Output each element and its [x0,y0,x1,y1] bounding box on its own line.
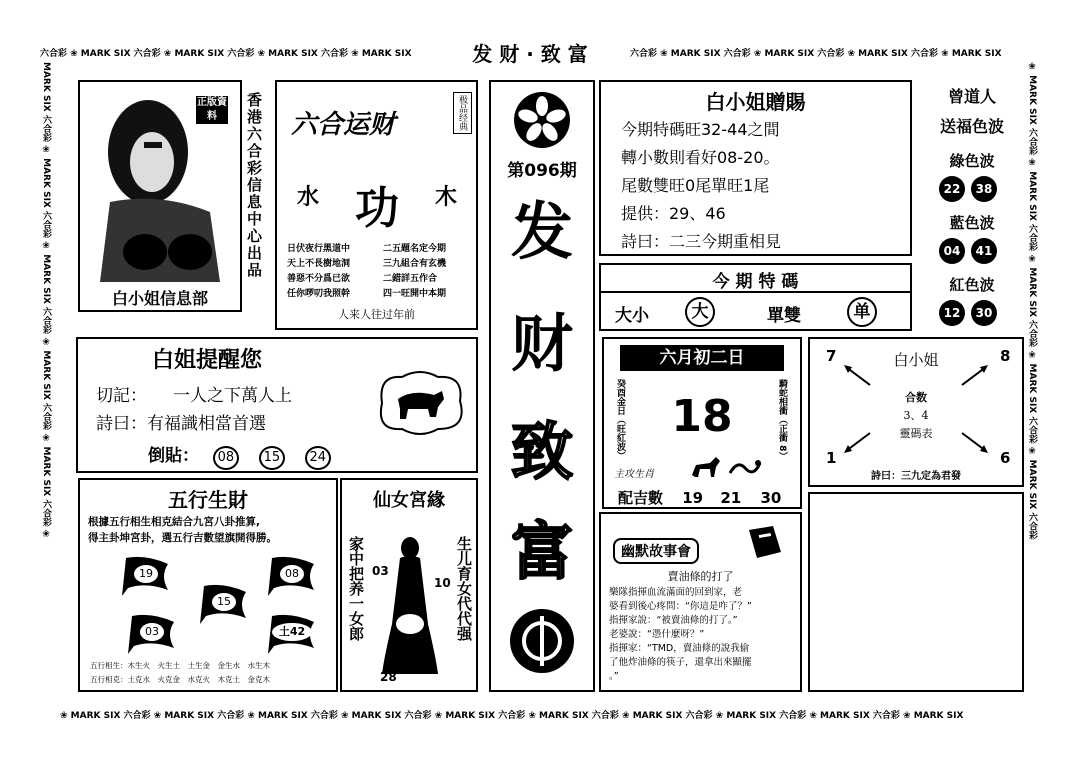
green-wave-balls [936,176,1000,202]
flag-42: 土42 [266,614,316,648]
luck-stamp: 极品经典 [453,92,472,134]
red-wave-label: 紅色波 [949,276,995,294]
wood-char: 木 [435,185,458,210]
fairy-panel [340,478,478,692]
compass-panel [808,337,1024,487]
wave-ball: 22 [939,176,965,202]
story-title: 幽默故事會 [613,538,699,564]
corner-bottom-right: 6 [1000,449,1011,467]
left-banner: MARK SIX 六合彩 ❀ MARK SIX 六合彩 ❀ MARK SIX 六合彩 ❀ MARK SIX 六合彩 ❀ MARK SIX 六合彩 ❀ [41,62,51,540]
story-line: 婆看到後心疼問：“你這是咋了？” [609,601,752,612]
luck-poem-left: 日伏夜行黑道中 天上不長樹地洞 善惡不分爲已欲 任你啰叨我照幹 [287,244,351,299]
story-line: 了他炸油條的筷子，還拿出來顯擺 [609,657,752,668]
special-panel [599,263,912,331]
gift-line: 詩曰：二三今期重相見 [621,232,782,251]
corner-top-right: 8 [1000,347,1011,365]
reminder-tail: 倒貼： 08 15 24 [148,441,331,470]
reminder-panel [76,337,478,473]
story-line: 指揮家：“TMD，賣油條的說我偷 [609,643,750,654]
gift-line: 今期特碼旺32-44之間 [621,120,780,139]
blue-wave-label: 藍色波 [949,214,995,232]
luck-footer: 人来人往过年前 [338,308,415,321]
reminder-number: 08 [213,446,239,470]
horse-icon [688,455,722,479]
lucky-number: 30 [760,489,782,507]
wuxing-rule-2: 五行相克：土克水 火克金 水克火 木克土 金克木 [90,675,270,684]
compass-title: 白小姐 [893,351,939,369]
book-icon [745,524,785,560]
story-body [609,586,752,684]
gift-panel [599,80,912,256]
special-title: 今 期 特 碼 [601,267,910,293]
story-line: 指揮家說：“被賣油條的打了。” [609,615,738,626]
calendar-big-number: 18 [671,391,733,442]
dragon-icon [728,455,762,479]
fairy-number-28: 28 [380,670,397,684]
bottom-banner: ❀ MARK SIX 六合彩 ❀ MARK SIX 六合彩 ❀ MARK SIX 六合彩 ❀ MARK SIX 六合彩 ❀ MARK SIX 六合彩 ❀ MARK SIX 六合彩 ❀ MARK SIX 六合彩 ❀ MARK SIX 六合彩 ❀ MARK SIX 六合彩 ❀ MARK SIX [60,711,964,721]
story-line: 。” [609,671,619,682]
odd-value: 单 [847,297,877,327]
fairy-title: 仙女宮緣 [373,490,445,511]
water-char: 水 [297,185,320,210]
calendar-panel [602,337,802,509]
size-label: 大小 [615,306,649,326]
wuxing-title: 五行生財 [168,488,248,512]
compass-poem: 詩曰：三九定為君發 [871,471,961,482]
reminder-line-1: 切記： 一人之下萬人上 [96,386,292,406]
right-banner: ❀ MARK SIX 六合彩 ❀ MARK SIX 六合彩 ❀ MARK SIX 六合彩 ❀ MARK SIX 六合彩 ❀ MARK SIX 六合彩 [1027,62,1037,540]
gift-lines [621,116,781,256]
fairy-number-03: 03 [372,564,389,578]
blue-wave-balls [936,238,1000,264]
official-badge: 正版資料 [197,97,227,122]
fa-char: 发 [510,195,573,268]
flag-03: 03 [126,614,176,648]
wuxing-panel [78,478,338,692]
reminder-title: 白姐提醒您 [152,348,263,373]
goddess-icon [380,534,440,674]
story-line: 樂隊指揮血流滿面的回到家，老 [609,587,743,598]
top-banner-center: 发 财 · 致 富 [472,42,588,66]
lucky-number: 19 [682,489,704,507]
issue-column [489,80,595,692]
wuxing-rule-1: 五行相生：木生火 火生土 土生金 金生水 水生木 [90,661,270,670]
empty-panel [808,492,1024,692]
wave-ball: 30 [971,300,997,326]
wave-ball: 41 [971,238,997,264]
waves-title-1: 曾道人 [947,87,996,106]
size-value: 大 [685,297,715,327]
luck-title: 六合运财 [291,110,396,140]
fairy-right-col: 生儿育女代代强 [455,536,473,641]
odd-label: 單雙 [767,306,801,326]
gift-line: 尾數雙旺0尾單旺1尾 [621,176,770,195]
reminder-line-2: 詩曰：有福識相當首選 [96,414,266,434]
calendar-note: 主攻生肖 [614,469,654,480]
story-line: 老婆說：“憑什麼呀？” [609,629,705,640]
calendar-left-text: 癸酉金日（旺紅波） [615,379,625,460]
wave-ball: 04 [939,238,965,264]
red-wave-balls [936,300,1000,326]
cai-char: 财 [510,307,573,380]
ox-icon [372,367,468,439]
wuxing-desc-1: 根據五行相生相克結合九宮八卦推算, [88,516,260,528]
fu-char: 富 [510,515,573,588]
fairy-number-10: 10 [434,576,451,590]
flag-08: 08 [266,556,316,590]
story-subtitle: 賣油條的打了 [667,570,734,583]
info-center-side-text: 香港六合彩信息中心出品 [245,92,263,279]
info-dept-caption: 白小姐信息部 [111,289,208,308]
corner-top-left: 7 [826,347,837,365]
fairy-number-19: 19 [400,620,417,634]
gift-line: 轉小數則看好08-20。 [621,148,780,167]
wuxing-desc-2: 得主卦坤宮卦，選五行吉數望旗開得勝。 [88,532,277,544]
emblem-icon [507,606,577,676]
reminder-number: 15 [259,446,285,470]
fairy-left-col: 家中把养一女郎 [347,536,365,641]
reminder-number: 24 [305,446,331,470]
info-dept-panel [78,80,242,312]
top-banner-left: 六合彩 ❀ MARK SIX 六合彩 ❀ MARK SIX 六合彩 ❀ MARK SIX 六合彩 ❀ MARK SIX [40,49,412,59]
calendar-date: 六月初二日 [620,345,784,371]
lucky-numbers: 配吉數 19 21 30 [618,489,782,507]
green-wave-label: 綠色波 [949,152,995,170]
gift-title: 白小姐贈賜 [705,90,806,114]
waves-panel [920,80,1024,330]
wave-ball: 12 [939,300,965,326]
flag-15: 15 [198,584,248,618]
wave-ball: 38 [971,176,997,202]
issue-label: 第096期 [507,161,577,181]
sum-label: 合数 [905,391,927,404]
zhi-char: 致 [510,415,573,488]
flag-19: 19 [120,556,170,590]
story-panel [599,512,802,692]
bauhinia-logo [512,90,572,150]
calendar-right-text: 騎蛇相衝（正衝 8） [777,379,787,461]
lucky-number: 21 [720,489,742,507]
luck-panel [275,80,478,330]
power-char: 功 [355,183,399,234]
sum-values: 3、4 [903,409,929,422]
gift-line: 提供：29、46 [621,204,726,223]
spirit-code: 靈碼表 [899,427,933,440]
waves-title-2: 送福色波 [939,117,1004,136]
corner-bottom-left: 1 [826,449,837,467]
top-banner-right: 六合彩 ❀ MARK SIX 六合彩 ❀ MARK SIX 六合彩 ❀ MARK SIX 六合彩 ❀ MARK SIX [630,49,1002,59]
luck-poem-right: 二五題名定今期 三九組合有玄機 二錯詳五作合 四一旺開中本期 [383,244,447,299]
